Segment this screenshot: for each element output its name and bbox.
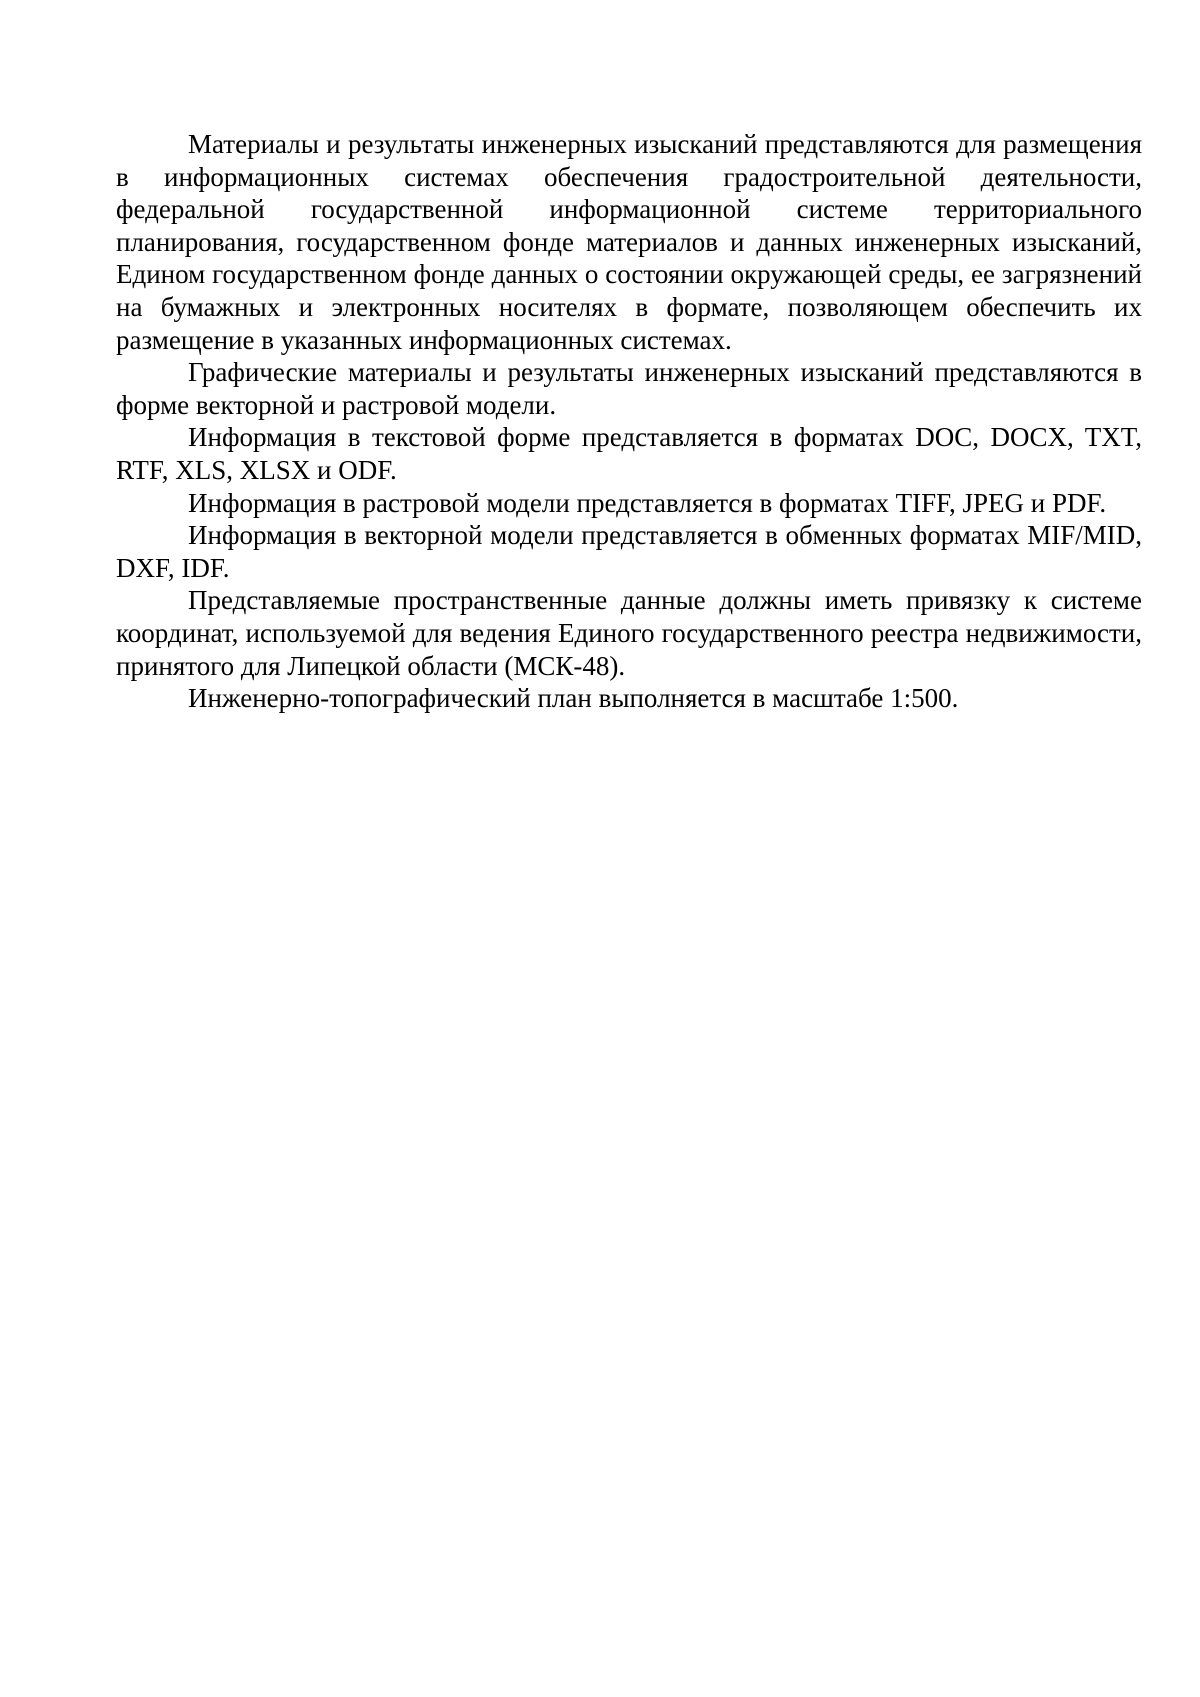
paragraph-vector-formats: Информация в векторной модели представляется в обменных форматах MIF/MID, DXF, IDF. <box>116 520 1142 583</box>
paragraph-text-formats: Информация в текстовой форме представляется в форматах DOC, DOCX, TXT, RTF, XLS, XLSX и ODF. <box>116 422 1142 485</box>
paragraph-coordinate-system: Представляемые пространственные данные должны иметь привязку к системе координат, используемой для ведения Единого государственного реестра недвижимости, принятого для Липецкой области (МСК-48). <box>116 585 1142 681</box>
paragraph-graphic-materials: Графические материалы и результаты инженерных изысканий представляются в форме векторной и растровой модели. <box>116 357 1142 420</box>
paragraph-materials-placement: Материалы и результаты инженерных изысканий представляются для размещения в информационных системах обеспечения градостроительной деятельности, федеральной государственной информационной системе территориального планирования, государственном фонде материалов и данных инженерных изысканий, Едином государственном фонде данных о состоянии окружающей среды, ее загрязнений на бумажных и электронных носителях в формате, позволяющем обеспечить их размещение в указанных информационных системах. <box>116 129 1142 355</box>
paragraph-raster-formats: Информация в растровой модели представляется в форматах TIFF, JPEG и PDF. <box>188 487 1107 518</box>
paragraph-plan-scale: Инженерно-топографический план выполняется в масштабе 1:500. <box>188 683 959 714</box>
document-body <box>116 128 1142 715</box>
